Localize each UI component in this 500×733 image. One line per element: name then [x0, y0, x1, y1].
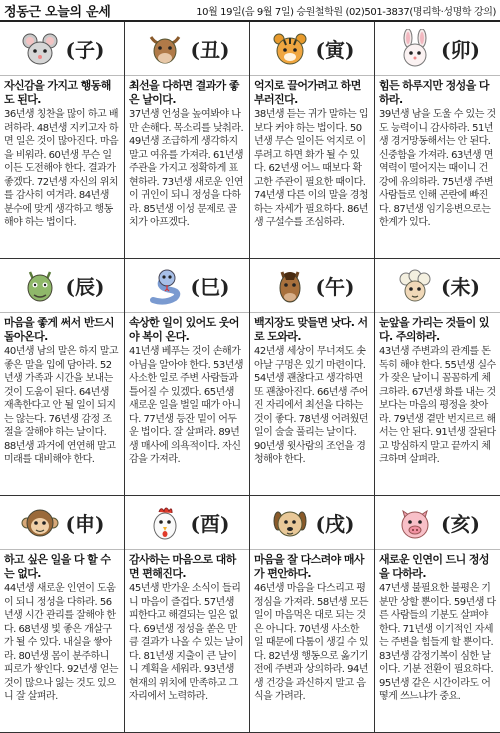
zodiac-label: (酉) [190, 512, 230, 536]
fortune-headline: 속상한 일이 있어도 웃어야 복이 온다. [129, 316, 239, 343]
fortune-headline: 하고 싶은 일을 다 할 수는 없다. [4, 553, 111, 580]
horoscope-cell-sheep [375, 259, 500, 496]
zodiac-label: (午) [315, 275, 355, 299]
zodiac-label: (戌) [315, 512, 355, 536]
rooster-icon [145, 503, 185, 543]
horoscope-cell-horse [250, 259, 375, 496]
fortune-body: 37년생 언성을 높여봐야 나만 손해다. 목소리를 낮춰라. 49년생 조급하게 생각하지 말고 여유를 가져라. 61년생 주관을 가지고 정확하게 표현하라. 73년생 새로운 인연이 귀인이 되니 정성을 다하라. 85년생 이성 문제로 골치가 아프겠다. [129, 109, 244, 228]
cell-banner [250, 22, 374, 76]
fortune-headline: 새로운 인연이 드니 정성을 다하라. [379, 553, 489, 580]
horoscope-cell-monkey [0, 496, 125, 733]
fortune-headline: 최선을 다하면 결과가 좋은 날이다. [129, 79, 239, 106]
page-title: 정동근 오늘의 운세 [4, 4, 111, 20]
fortune-headline: 자신감을 가지고 행동해도 된다. [4, 79, 111, 106]
rabbit-icon [395, 29, 435, 69]
zodiac-label: (巳) [190, 275, 230, 299]
cell-banner [250, 259, 374, 313]
horoscope-cell-snake [125, 259, 250, 496]
fortune-headline: 백지장도 맞들면 낫다. 서로 도와라. [254, 316, 368, 343]
cell-banner [375, 22, 500, 76]
tiger-icon [270, 29, 310, 69]
fortune-headline: 감사하는 마음으로 대하면 편해진다. [129, 553, 236, 580]
dragon-icon [20, 266, 60, 306]
fortune-body: 38년생 듣는 귀가 말하는 입보다 커야 하는 법이다. 50년생 무슨 일이든 억지로 이루려고 하면 화가 될 수 있다. 62년생 어느 때보다 확고한 주관이 필요한 때이다. 74년생 다른 이의 말을 경청하는 자세가 필요하다. 86년생 구설수를 조심하라. [254, 109, 369, 228]
zodiac-label: (子) [65, 38, 105, 62]
fortune-headline: 눈앞을 가리는 것들이 있다. 주의하라. [379, 316, 489, 343]
zodiac-label: (寅) [315, 38, 355, 62]
fortune-body: 45년생 반가운 소식이 들리니 마음이 즐겁다. 57년생 피한다고 해결되는 일은 없다. 69년생 정성을 쏟은 만큼 결과가 나올 수 있는 날이다. 81년생 지출이 큰 날이니 계획을 세워라. 93년생 현재의 위치에 만족하고 그 자리에서 노력하라. [129, 583, 244, 702]
fortune-body: 40년생 남의 말은 하지 말고 좋은 말을 입에 담아라. 52년생 가족과 시간을 보내는 것이 도움이 된다. 64년생 재촉한다고 안 될 일이 되지는 않는다. 76년생 감정 조절을 잘해야 하는 날이다. 88년생 과거에 연연해 말고 미래를 대비해야 한다. [4, 346, 119, 465]
fortune-headline: 마음을 좋게 써서 반드시 돌아온다. [4, 316, 114, 343]
cell-banner [0, 22, 124, 76]
horoscope-cell-rabbit [375, 22, 500, 259]
zodiac-label: (辰) [65, 275, 105, 299]
page-header [0, 0, 500, 22]
zodiac-label: (申) [65, 512, 105, 536]
horoscope-cell-dog [250, 496, 375, 733]
cell-banner [375, 496, 500, 550]
horoscope-cell-ox [125, 22, 250, 259]
cell-banner [0, 496, 124, 550]
header-info: 10월 19일(음 9월 7일) 승원철학원 (02)501-3837(명리학·성명학 강의) [196, 6, 496, 18]
cell-banner [125, 496, 249, 550]
snake-icon [145, 266, 185, 306]
horoscope-cell-rat [0, 22, 125, 259]
fortune-body: 47년생 불필요한 불평은 기분만 상할 뿐이다. 59년생 다른 사람들의 기분도 살펴야 한다. 71년생 이기적인 자세는 주변을 힘들게 할 뿐이다. 83년생 감정기복이 심한 날이다. 기분 전환이 필요하다. 95년생 같은 시간이라도 어떻게 쓰느냐가 중요. [379, 583, 496, 702]
cell-banner [250, 496, 374, 550]
zodiac-label: (卯) [441, 38, 480, 62]
fortune-body: 42년생 세상이 무너져도 솟아날 구멍은 있기 마련이다. 54년생 괜찮다고 생각하면 또 괜찮아진다. 66년생 주어진 자리에서 최선을 다하는 것이 좋다. 78년생 어려웠던 일이 술술 풀리는 날이다. 90년생 윗사람의 조언을 경청해야 한다. [254, 346, 369, 465]
horoscope-grid [0, 22, 500, 733]
fortune-body: 46년생 마음을 다스리고 평정심을 가져라. 58년생 모든 일이 마음먹은 대로 되는 것은 아니다. 70년생 사소한 일 때문에 다툼이 생길 수 있다. 82년생 행동으로 옮기기 전에 주변과 상의하라. 94년생 건강을 과신하지 말고 음식을 가려라. [254, 583, 369, 702]
cell-banner [375, 259, 500, 313]
zodiac-label: (丑) [190, 38, 230, 62]
fortune-headline: 억지로 끌어가려고 하면 부러진다. [254, 79, 361, 106]
fortune-body: 39년생 남을 도울 수 있는 것도 능력이니 감사하라. 51년생 경거망동해서는 안 된다. 신중함을 가져라. 63년생 면역력이 떨어지는 때이니 건강에 유의하라. 75년생 주변 사람들로 인해 곤란에 빠진다. 87년생 임기응변으로는 한계가 있다. [379, 109, 496, 228]
fortune-body: 43년생 주변과의 관계를 돈독히 해야 한다. 55년생 실수가 잦은 날이니 꼼꼼하게 체크하라. 67년생 화를 내는 것보다는 마음의 평정을 찾아라. 79년생 곁만 번지르르 해서는 안 된다. 91년생 잘된다고 방심하지 말고 끝까지 체크하며 살펴라. [379, 346, 496, 465]
fortune-headline: 마음을 잘 다스려야 매사가 편안하다. [254, 553, 364, 580]
cell-banner [125, 259, 249, 313]
fortune-body: 41년생 베푸는 것이 손해가 아님을 알아야 한다. 53년생 사소한 일로 주변 사람들과 틀어질 수 있겠다. 65년생 새로운 일을 벌일 때가 아니다. 77년생 등잔 밑이 어두운 법이다. 잘 살펴라. 89년생 매사에 의욕적이다. 자신감을 가져라. [129, 346, 244, 465]
fortune-body: 44년생 새로운 인연이 도움이 되니 정성을 다하라. 56년생 시간 관리를 잘해야 한다. 68년생 빛 좋은 개살구가 될 수 있다. 내실을 쌓아라. 80년생 몸이 분주하니 피로가 쌓인다. 92년생 얻는 것이 많으나 잃는 것도 있으니 잘 살펴라. [4, 583, 119, 702]
horoscope-cell-rooster [125, 496, 250, 733]
fortune-body: 36년생 칭찬을 많이 하고 배려하라. 48년생 지키고자 하면 일은 것이 많아진다. 마음을 비워라. 60년생 무슨 일이든 도전해야 한다. 결과가 좋겠다. 72년생 자신의 위치를 감사히 여겨라. 84년생 분수에 맞게 생각하고 행동해야 하는 법이다. [4, 109, 119, 228]
horoscope-cell-dragon [0, 259, 125, 496]
cell-banner [125, 22, 249, 76]
zodiac-label: (未) [441, 275, 480, 299]
horse-icon [270, 266, 310, 306]
horoscope-cell-pig [375, 496, 500, 733]
pig-icon [395, 503, 435, 543]
sheep-icon [395, 266, 435, 306]
cell-banner [0, 259, 124, 313]
dog-icon [270, 503, 310, 543]
horoscope-cell-tiger [250, 22, 375, 259]
monkey-icon [20, 503, 60, 543]
fortune-headline: 힘든 하루지만 정성을 다하라. [379, 79, 489, 106]
zodiac-label: (亥) [441, 512, 480, 536]
ox-icon [145, 29, 185, 69]
rat-icon [20, 29, 60, 69]
